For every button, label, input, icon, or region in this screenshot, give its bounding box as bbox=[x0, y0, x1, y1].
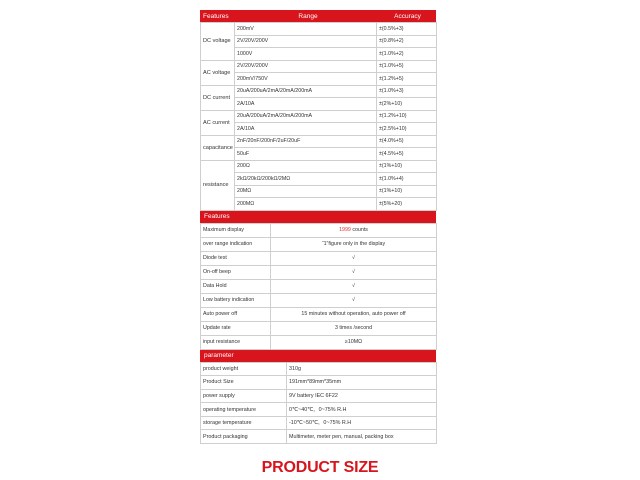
accuracy-cell: ±(1.0%+4) bbox=[377, 173, 437, 186]
parameter-label: product weight bbox=[201, 362, 287, 376]
feature-value-text: √ bbox=[352, 269, 355, 275]
feature-value bbox=[271, 251, 437, 265]
spec-row bbox=[201, 198, 437, 211]
feature-label: On-off beep bbox=[201, 265, 271, 279]
spec-row bbox=[201, 110, 437, 123]
feature-row bbox=[201, 321, 437, 335]
feature-group-label: DC voltage bbox=[201, 23, 235, 61]
accuracy-cell: ±(1.0%+2) bbox=[377, 48, 437, 61]
parameter-row bbox=[201, 416, 437, 430]
spec-row bbox=[201, 123, 437, 136]
feature-label: Auto power off bbox=[201, 307, 271, 321]
feature-row bbox=[201, 251, 437, 265]
accuracy-cell: ±(2%+10) bbox=[377, 98, 437, 111]
spec-row bbox=[201, 48, 437, 61]
feature-value bbox=[271, 265, 437, 279]
parameter-label: storage temperature bbox=[201, 416, 287, 430]
feature-row bbox=[201, 265, 437, 279]
parameter-value: 0℃~40℃，0~75% R.H bbox=[287, 403, 437, 417]
feature-value-text: √ bbox=[352, 283, 355, 289]
parameter-row bbox=[201, 362, 437, 376]
feature-row bbox=[201, 335, 437, 349]
spec-row bbox=[201, 185, 437, 198]
feature-group-label: capacitance bbox=[201, 135, 235, 160]
range-cell: 2A/10A bbox=[235, 98, 377, 111]
spec-row bbox=[201, 23, 437, 36]
parameter-value: Multimeter, meter pen, manual, packing box bbox=[287, 430, 437, 444]
feature-value-text: counts bbox=[350, 227, 368, 233]
feature-group-label: AC current bbox=[201, 110, 235, 135]
spec-row bbox=[201, 135, 437, 148]
feature-group-label: DC current bbox=[201, 85, 235, 110]
parameter-row bbox=[201, 430, 437, 444]
feature-label: Maximum display bbox=[201, 223, 271, 237]
range-cell: 200Ω bbox=[235, 160, 377, 173]
accuracy-cell: ±(1.2%+5) bbox=[377, 73, 437, 86]
accuracy-cell: ±(1%+10) bbox=[377, 160, 437, 173]
range-cell: 1000V bbox=[235, 48, 377, 61]
range-cell: 200MΩ bbox=[235, 198, 377, 211]
feature-row bbox=[201, 223, 437, 237]
parameter-section-header bbox=[200, 350, 436, 362]
parameter-label: Product packaging bbox=[201, 430, 287, 444]
feature-row bbox=[201, 293, 437, 307]
feature-label: over range indication bbox=[201, 237, 271, 251]
feature-label: Low battery indication bbox=[201, 293, 271, 307]
feature-value bbox=[271, 307, 437, 321]
feature-value bbox=[271, 237, 437, 251]
spec-row bbox=[201, 60, 437, 73]
spec-sheet bbox=[200, 10, 436, 444]
features-table bbox=[200, 223, 437, 350]
feature-label: Update rate bbox=[201, 321, 271, 335]
parameter-value: 9V battery IEC 6F22 bbox=[287, 389, 437, 403]
feature-value bbox=[271, 293, 437, 307]
accuracy-cell: ±(1%+10) bbox=[377, 185, 437, 198]
parameter-table bbox=[200, 362, 437, 445]
accuracy-cell: ±(5%+20) bbox=[377, 198, 437, 211]
feature-value bbox=[271, 335, 437, 349]
feature-row bbox=[201, 237, 437, 251]
range-cell: 20uA/200uA/2mA/20mA/200mA bbox=[235, 110, 377, 123]
spec-table-header bbox=[200, 10, 436, 22]
feature-label: Data Hold bbox=[201, 279, 271, 293]
feature-value bbox=[271, 279, 437, 293]
parameter-row bbox=[201, 403, 437, 417]
feature-value-text: √ bbox=[352, 255, 355, 261]
feature-value bbox=[271, 223, 437, 237]
feature-value-text: √ bbox=[352, 297, 355, 303]
parameter-label: Product Size bbox=[201, 376, 287, 390]
accuracy-cell: ±(4.0%+5) bbox=[377, 135, 437, 148]
range-cell: 2A/10A bbox=[235, 123, 377, 136]
accuracy-column-header: Accuracy bbox=[394, 12, 421, 20]
spec-row bbox=[201, 173, 437, 186]
parameter-row bbox=[201, 376, 437, 390]
range-column-header: Range bbox=[298, 12, 318, 20]
feature-value-highlight: 1999 bbox=[339, 227, 351, 233]
feature-label: Diode test bbox=[201, 251, 271, 265]
feature-value-text: 3 times /second bbox=[334, 325, 373, 331]
accuracy-cell: ±(0.5%+3) bbox=[377, 23, 437, 36]
range-cell: 200mV/750V bbox=[235, 73, 377, 86]
feature-label: input resistance bbox=[201, 335, 271, 349]
feature-value bbox=[271, 321, 437, 335]
feature-value-text: ≥10MΩ bbox=[344, 339, 363, 345]
feature-row bbox=[201, 279, 437, 293]
range-cell: 2kΩ/20kΩ/200kΩ/2MΩ bbox=[235, 173, 377, 186]
feature-value-text: “1”figure only in the display bbox=[321, 241, 386, 247]
spec-table bbox=[200, 22, 437, 211]
range-cell: 50uF bbox=[235, 148, 377, 161]
feature-value-text: 15 minutes without operation, auto power off bbox=[301, 311, 406, 317]
spec-row bbox=[201, 160, 437, 173]
range-cell: 2nF/20nF/200nF/2uF/20uF bbox=[235, 135, 377, 148]
accuracy-cell: ±(0.8%+2) bbox=[377, 35, 437, 48]
range-cell: 20uA/200uA/2mA/20mA/200mA bbox=[235, 85, 377, 98]
spec-row bbox=[201, 73, 437, 86]
parameter-section-title: parameter bbox=[204, 352, 234, 359]
accuracy-cell: ±(1.0%+5) bbox=[377, 60, 437, 73]
parameter-label: operating temperature bbox=[201, 403, 287, 417]
accuracy-cell: ±(4.5%+5) bbox=[377, 148, 437, 161]
features-section-title: Features bbox=[204, 213, 230, 220]
spec-row bbox=[201, 35, 437, 48]
feature-row bbox=[201, 307, 437, 321]
features-column-header: Features bbox=[203, 12, 229, 20]
spec-row bbox=[201, 98, 437, 111]
parameter-label: power supply bbox=[201, 389, 287, 403]
range-cell: 2V/20V/200V bbox=[235, 60, 377, 73]
range-cell: 200mV bbox=[235, 23, 377, 36]
parameter-value: 310g bbox=[287, 362, 437, 376]
range-cell: 20MΩ bbox=[235, 185, 377, 198]
feature-group-label: AC voltage bbox=[201, 60, 235, 85]
accuracy-cell: ±(2.5%+10) bbox=[377, 123, 437, 136]
spec-row bbox=[201, 148, 437, 161]
feature-group-label: resistance bbox=[201, 160, 235, 210]
spec-row bbox=[201, 85, 437, 98]
parameter-value: 191mm*89mm*35mm bbox=[287, 376, 437, 390]
parameter-row bbox=[201, 389, 437, 403]
range-cell: 2V/20V/200V bbox=[235, 35, 377, 48]
accuracy-cell: ±(1.0%+3) bbox=[377, 85, 437, 98]
parameter-value: -10℃~50℃，0~75% R.H bbox=[287, 416, 437, 430]
accuracy-cell: ±(1.2%+10) bbox=[377, 110, 437, 123]
features-section-header bbox=[200, 211, 436, 223]
product-size-title: PRODUCT SIZE bbox=[261, 459, 379, 476]
